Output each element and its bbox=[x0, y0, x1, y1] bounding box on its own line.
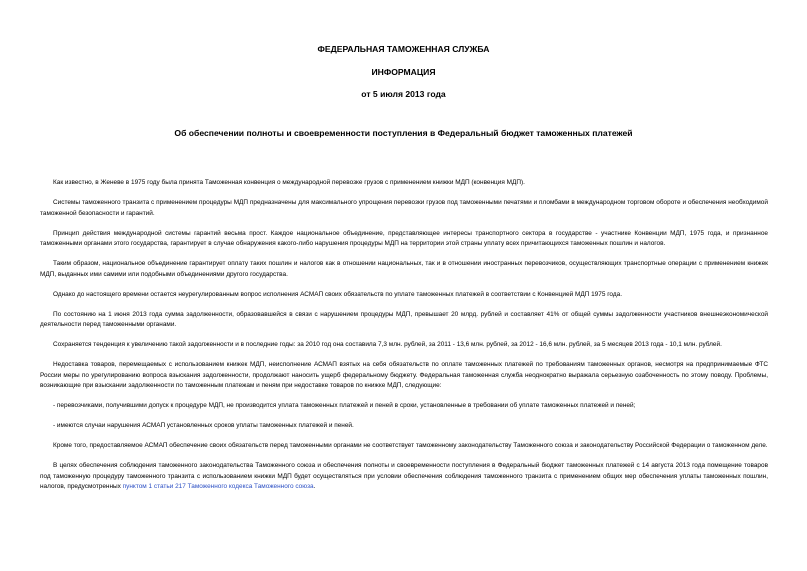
paragraph-10-end: . bbox=[313, 483, 316, 490]
paragraph-3: Принцип действия международной системы гарантий весьма прост. Каждое национальное объединение, представляющее интересы транспортного сектора в государстве - участнике Конвенции МДП, 1975 года, и признанное таможенными органами этого государства, гарантирует в случае обнаружения какого-либо нарушения процедуры МДП на территории этой страны уплату всех причитающихся таможенных пошлин и налогов. bbox=[40, 229, 768, 247]
customs-code-link[interactable]: пунктом 1 статьи 217 Таможенного кодекса Таможенного союза bbox=[122, 483, 314, 490]
paragraph-7: Сохраняется тенденция к увеличению такой задолженности и в последние годы: за 2010 год она составила 7,3 млн. рублей, за 2011 - 13,6 млн. рублей, за 2012 - 16,6 млн. рублей, за 5 месяцев 2013 года - 10,1 млн. рублей. bbox=[53, 341, 722, 348]
paragraph-9: Кроме того, предоставляемое АСМАП обеспечение своих обязательств перед таможенными органами не соответствует таможенному законодательству Таможенного союза и законодательству Российской Федерации о таможенном деле. bbox=[53, 442, 768, 449]
paragraph-4: Таким образом, национальное объединение гарантирует оплату таких пошлин и налогов как в отношении национальных, так и в отношении иностранных перевозчиков, осуществляющих транспортные операции с применением книжек МДП, выданных ими самими или подобными объединениями другого государства. bbox=[40, 260, 768, 278]
paragraph-6: По состоянию на 1 июня 2013 года сумма задолженности, образовавшейся в связи с нарушением процедуры МДП, превышает 20 млрд. рублей и составляет 41% от общей суммы задолженности участников внешнеэкономической деятельности перед таможенными органами. bbox=[40, 310, 768, 328]
paragraph-1: Как известно, в Женеве в 1975 году была принята Таможенная конвенция о международной перевозке грузов с применением книжки МДП (конвенция МДП). bbox=[53, 179, 525, 186]
paragraph-5: Однако до настоящего времени остается неурегулированным вопрос исполнения АСМАП своих обязательств по уплате таможенных платежей в соответствии с Конвенцией МДП 1975 года. bbox=[53, 290, 622, 298]
list-item-1: - перевозчиками, получившими допуск к процедуре МДП, не производится уплата таможенных платежей и пеней в сроки, установленные в требовании об уплате таможенных платежей и пеней; bbox=[53, 402, 636, 409]
document-type: ИНФОРМАЦИЯ bbox=[371, 67, 436, 77]
paragraph-8: Недоставка товаров, перемещаемых с использованием книжек МДП, неисполнение АСМАП взятых на себя обязательств по оплате таможенных платежей по требованиям таможенных органов, несмотря на предпринимаемые ФТС России меры по урегулированию вопроса взыскания задолженности, продолжают наносить ущерб федеральному бюджету. Федеральная таможенная служба неоднократно выражала серьезную озабоченность по этому поводу. Проблемы, возникающие при взыскании задолженности по таможенным платежам и пеням при недоставке товаров по книжке МДП, следующие: bbox=[40, 361, 768, 389]
paragraph-2: Системы таможенного транзита с применением процедуры МДП предназначены для максимального упрощения перевозки грузов под таможенными печатями и пломбами в международном торговом обороте и обеспечения необходимой таможенной безопасности и гарантий. bbox=[40, 199, 768, 217]
document-body bbox=[40, 178, 768, 502]
list-item-2: - имеются случаи нарушения АСМАП установленных сроков уплаты таможенных платежей и пеней. bbox=[53, 422, 354, 429]
paragraph-10-text: В целях обеспечения соблюдения таможенного законодательства Таможенного союза и обеспечения полноты и своевременности поступления в Федеральный бюджет таможенных платежей с 14 августа 2013 года помещение товаров под таможенную процедуру таможенного транзита с использованием книжки МДП будет осуществляться при условии обеспечения соблюдения таможенного транзита с применением общих мер обеспечения уплаты таможенных пошлин, налогов, предусмотренных bbox=[40, 462, 768, 490]
paragraph-10 bbox=[40, 461, 768, 493]
agency-name: ФЕДЕРАЛЬНАЯ ТАМОЖЕННАЯ СЛУЖБА bbox=[317, 44, 490, 54]
document-date: от 5 июля 2013 года bbox=[361, 89, 446, 99]
document-title: Об обеспечении полноты и своевременности поступления в Федеральный бюджет таможенных платежей bbox=[174, 128, 633, 138]
